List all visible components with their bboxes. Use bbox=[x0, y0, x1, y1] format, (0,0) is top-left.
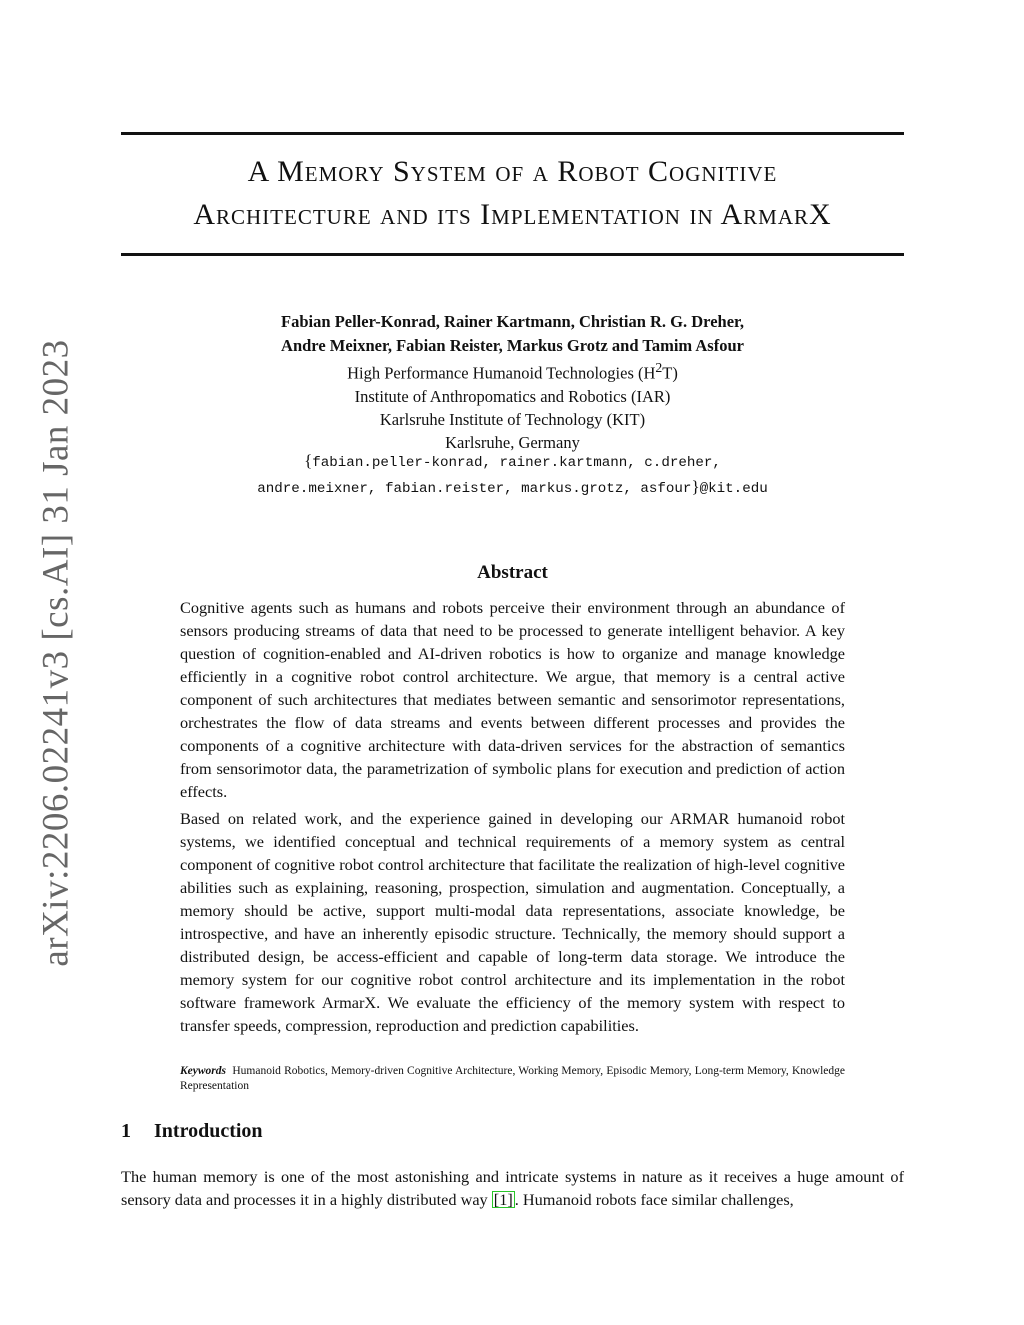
title-top-rule bbox=[121, 132, 904, 135]
keywords bbox=[180, 1064, 845, 1094]
citation-link[interactable]: [1] bbox=[493, 1190, 513, 1209]
abstract-heading: Abstract bbox=[477, 562, 548, 583]
abstract-paragraph-2: Based on related work, and the experience gained in developing our ARMAR humanoid robot systems, we identified conceptual and technical requirements of a memory system as central component of cognitive robot control architecture that facilitate the realization of high-level cognitive abilities such as explaining, reasoning, prospection, simulation and augmentation. Conceptually, a memory should be active, support multi-modal data representations, associate knowledge, be introspective, and have an inherently episodic structure. Technically, the memory should support a distributed design, be access-efficient and capable of long-term data storage. We introduce the memory system for our cognitive robot control architecture and its implementation in the robot software framework ArmarX. We evaluate the efficiency of the memory system with respect to transfer speeds, compression, reproduction and prediction capabilities. bbox=[180, 809, 845, 1035]
section-title: Introduction bbox=[154, 1120, 263, 1142]
affiliation-university: Karlsruhe Institute of Technology (KIT) bbox=[379, 409, 646, 429]
title-line-2: Architecture and its Implementation in ArmarX bbox=[193, 198, 832, 231]
paper-title bbox=[121, 150, 904, 236]
affiliation-block bbox=[121, 356, 904, 454]
section-heading-introduction bbox=[121, 1120, 263, 1143]
authors-line-1: Fabian Peller-Konrad, Rainer Kartmann, Christian R. G. Dreher, bbox=[281, 312, 744, 331]
abstract-body bbox=[180, 596, 845, 1041]
introduction-text bbox=[121, 1165, 904, 1211]
section-number: 1 bbox=[121, 1120, 131, 1142]
author-list bbox=[121, 310, 904, 358]
affiliation-lab: High Performance Humanoid Technologies $(H^2T)$ bbox=[347, 360, 678, 383]
author-emails bbox=[121, 449, 904, 501]
emails-line-2: andre.meixner, fabian.reister, markus.grotz, asfour}@kit.edu bbox=[257, 477, 768, 497]
arxiv-identifier-stamp: arXiv:2206.02241v3 [cs.AI] 31 Jan 2023 bbox=[35, 339, 77, 967]
authors-line-2: Andre Meixner, Fabian Reister, Markus Grotz and Tamim Asfour bbox=[281, 336, 744, 355]
title-line-1: A Memory System of a Robot Cognitive bbox=[247, 155, 778, 188]
intro-paragraph: The human memory is one of the most astonishing and intricate systems in nature as it receives a huge amount of sensory data and processes it in a highly distributed way [1] . Humanoid robots face similar challenges, bbox=[121, 1167, 904, 1209]
abstract-paragraph-1: Cognitive agents such as humans and robots perceive their environment through an abundance of sensors producing streams of data that need to be processed to generate intelligent behavior. A key question of cognition-enabled and AI-driven robotics is how to organize and manage knowledge efficiently in a cognitive robot control architecture. We argue, that memory is a central active component of such architectures that mediates between semantic and sensorimotor representations, orchestrates the flow of data streams and events between different processes and provides the components of a cognitive architecture with data-driven services for the abstraction of semantics from sensorimotor data, the parametrization of symbolic plans for execution and prediction of action effects. bbox=[180, 598, 845, 801]
keywords-text: Humanoid Robotics, Memory-driven Cognitive Architecture, Working Memory, Episodic Memory, Long-term Memory, Knowledge Representation bbox=[180, 1065, 846, 1092]
title-bottom-rule bbox=[121, 253, 904, 256]
lab-superscript: 2 bbox=[655, 360, 663, 375]
keywords-label: Keywords bbox=[180, 1065, 226, 1077]
emails-line-1: {fabian.peller-konrad, rainer.kartmann, c.dreher, bbox=[304, 451, 721, 471]
affiliation-institute: Institute of Anthropomatics and Robotics (IAR) bbox=[354, 386, 671, 406]
affiliation-city: Karlsruhe, Germany bbox=[445, 432, 580, 452]
